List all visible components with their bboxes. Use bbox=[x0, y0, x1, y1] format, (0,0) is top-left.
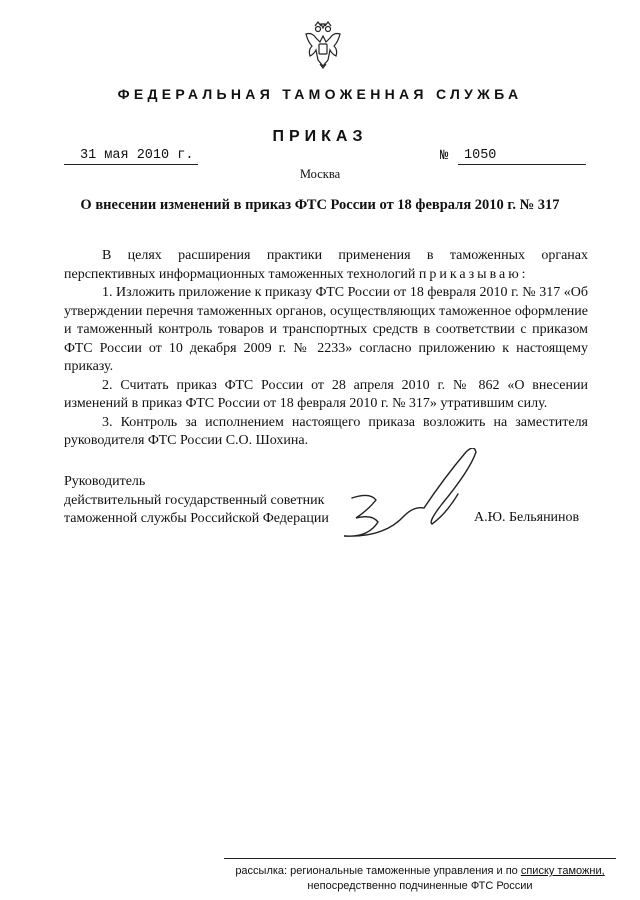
city: Москва bbox=[299, 167, 341, 181]
item-2: 2. Считать приказ ФТС России от 28 апреля 2010 г. № 862 «О внесении изменений в приказ ФТС России от 18 февраля 2010 г. № 317» утратившим силу. bbox=[64, 377, 588, 411]
distribution-list bbox=[224, 864, 616, 894]
intro-paragraph bbox=[64, 247, 588, 284]
distribution-underlined: списку таможни, bbox=[520, 865, 605, 877]
signature-block bbox=[64, 473, 329, 529]
number-sign: № bbox=[440, 148, 449, 164]
distribution-divider bbox=[224, 858, 616, 859]
signer-name: А.Ю. Бельянинов bbox=[474, 510, 580, 525]
agency-name: ФЕДЕРАЛЬНАЯ ТАМОЖЕННАЯ СЛУЖБА bbox=[117, 86, 523, 102]
intro-command: приказываю: bbox=[418, 266, 529, 282]
distribution-prefix: рассылка: региональные таможенные управления и по bbox=[235, 865, 521, 877]
document-title: О внесении изменений в приказ ФТС России от 18 февраля 2010 г. № 317 bbox=[80, 197, 560, 213]
position-line-3: таможенной службы Российской Федерации bbox=[64, 511, 329, 526]
order-number: 1050 bbox=[458, 148, 586, 165]
item-3: 3. Контроль за исполнением настоящего приказа возложить на заместителя руководителя ФТС России С.О. Шохина. bbox=[64, 414, 588, 448]
intro-text: В целях расширения практики применения в таможенных органах перспективных информационных таможенных технологий bbox=[64, 248, 588, 282]
order-date: 31 мая 2010 г. bbox=[64, 148, 198, 165]
handwritten-signature bbox=[330, 448, 500, 548]
distribution-line-1 bbox=[224, 864, 616, 879]
coat-of-arms-icon bbox=[302, 20, 344, 70]
document-type: ПРИКАЗ bbox=[272, 128, 368, 145]
distribution-line-2: непосредственно подчиненные ФТС России bbox=[307, 880, 533, 892]
position-line-2: действительный государственный советник bbox=[64, 492, 325, 508]
document-body bbox=[64, 247, 588, 451]
item-1: 1. Изложить приложение к приказу ФТС России от 18 февраля 2010 г. № 317 «Об утверждении перечня таможенных органов, осуществляющих таможенное оформление и таможенный контроль товаров и транспортных средств в соответствии с приказом ФТС России от 10 декабря 2009 г. № 2233» согласно приложению к настоящему приказу. bbox=[64, 285, 588, 374]
position-line-1: Руководитель bbox=[64, 474, 146, 489]
